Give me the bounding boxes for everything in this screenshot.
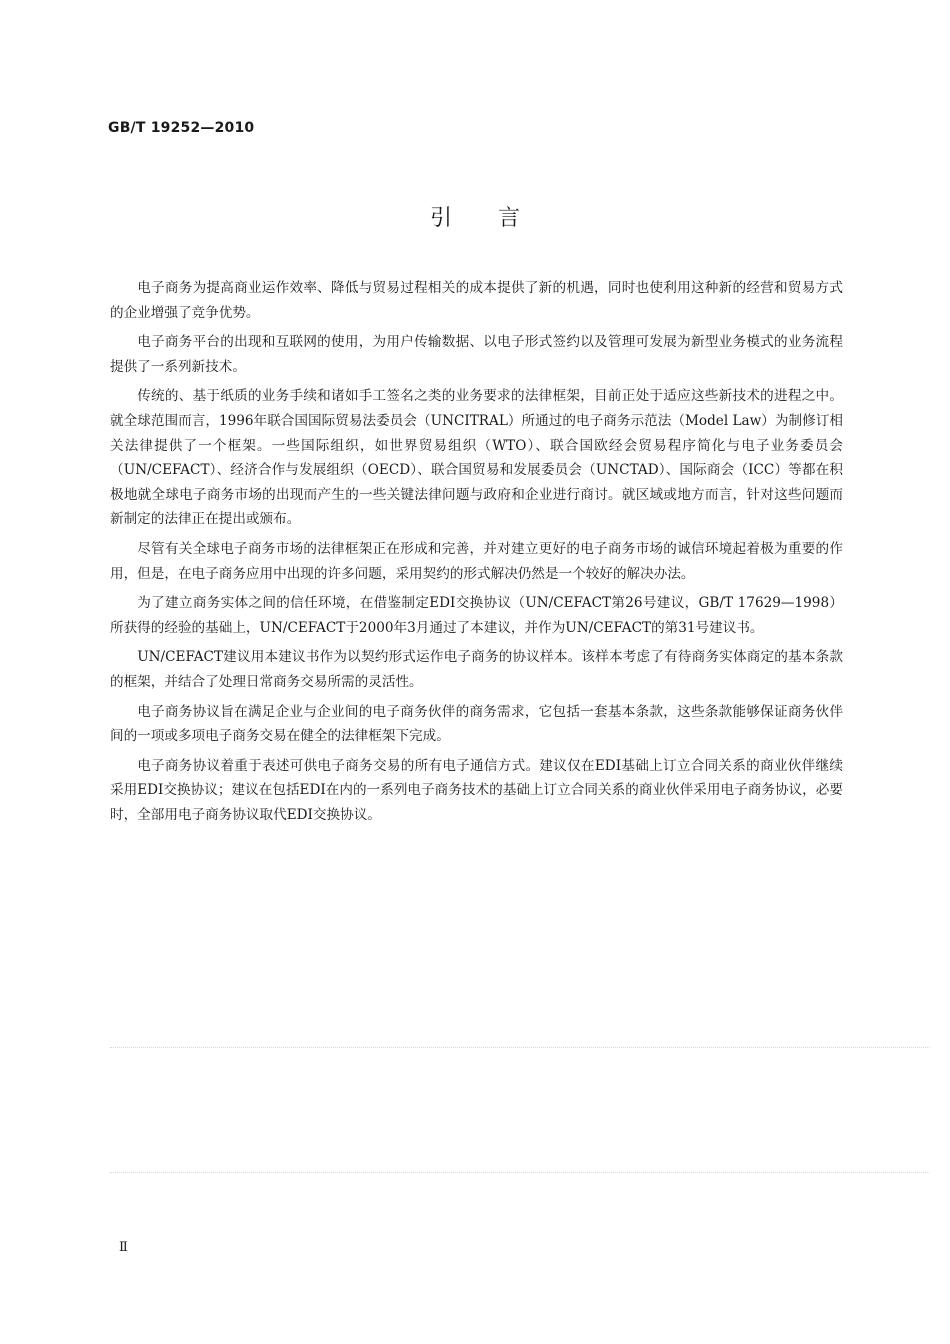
paragraph-5: 为了建立商务实体之间的信任环境，在借鉴制定EDI交换协议（UN/CEFACT第26号建议，GB/T 17629—1998）所获得的经验的基础上，UN/CEFACT于2000年3月通过了本建议，并作为UN/CEFACT的第31号建议书。 bbox=[110, 595, 843, 636]
paragraph-3: 传统的、基于纸质的业务手续和诸如手工签名之类的业务要求的法律框架，目前正处于适应这些新技术的进程之中。就全球范围而言，1996年联合国国际贸易法委员会（UNCITRAL）所通过的电子商务示范法（Model Law）为制修订相关法律提供了一个框架。一些国际组织，如世界贸易组织（WTO）、联合国欧经会贸易程序简化与电子业务委员会（UN/CEFACT）、经济合作与发展组织（OECD）、联合国贸易和发展委员会（UNCTAD）、国际商会（ICC）等都在积极地就全球电子商务市场的出现而产生的一些关键法律问题与政府和企业进行商讨。就区域或地方而言，针对这些问题而新制定的法律正在提出或颁布。 bbox=[110, 388, 843, 528]
page-title: 引言 bbox=[429, 206, 566, 231]
page-number: Ⅱ bbox=[119, 1240, 128, 1255]
standard-code: GB/T 19252—2010 bbox=[108, 120, 255, 136]
scan-artifact-line bbox=[110, 1172, 930, 1174]
introduction-body bbox=[110, 276, 843, 832]
paragraph-8: 电子商务协议着重于表述可供电子商务交易的所有电子通信方式。建议仅在EDI基础上订立合同关系的商业伙伴继续采用EDI交换协议；建议在包括EDI在内的一系列电子商务技术的基础上订立合同关系的商业伙伴采用电子商务协议，必要时，全部用电子商务协议取代EDI交换协议。 bbox=[110, 757, 843, 823]
paragraph-1: 电子商务为提高商业运作效率、降低与贸易过程相关的成本提供了新的机遇，同时也使利用这种新的经营和贸易方式的企业增强了竞争优势。 bbox=[110, 280, 843, 321]
paragraph-4: 尽管有关全球电子商务市场的法律框架正在形成和完善，并对建立更好的电子商务市场的诚信环境起着极为重要的作用，但是，在电子商务应用中出现的许多问题，采用契约的形式解决仍然是一个较好的解决办法。 bbox=[110, 540, 843, 582]
paragraph-2: 电子商务平台的出现和互联网的使用，为用户传输数据、以电子形式签约以及管理可发展为新型业务模式的业务流程提供了一系列新技术。 bbox=[110, 334, 843, 375]
paragraph-6: UN/CEFACT建议用本建议书作为以契约形式运作电子商务的协议样本。该样本考虑了有待商务实体商定的基本条款的框架，并结合了处理日常商务交易所需的灵活性。 bbox=[110, 649, 843, 690]
paragraph-7: 电子商务协议旨在满足企业与企业间的电子商务伙伴的商务需求，它包括一套基本条款，这些条款能够保证商务伙伴间的一项或多项电子商务交易在健全的法律框架下完成。 bbox=[110, 703, 843, 745]
scan-artifact-line bbox=[110, 1047, 930, 1049]
